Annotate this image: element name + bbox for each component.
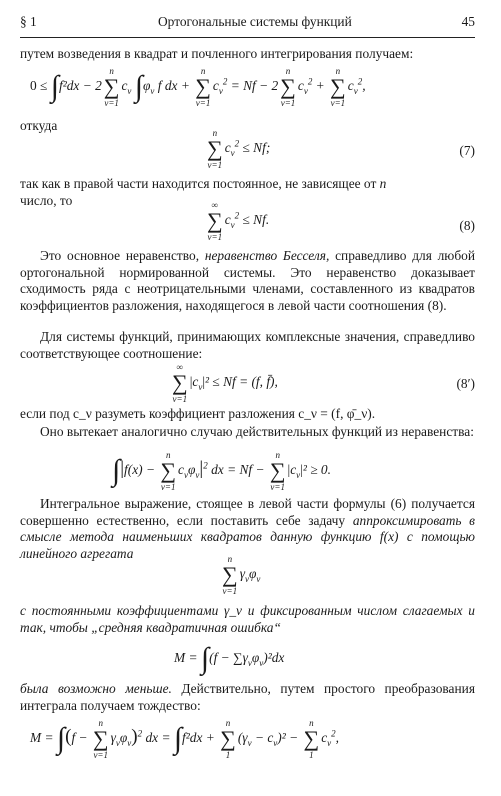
paragraph-5: если под c_ν разуметь коэффициент разложения c_ν = (f, φ̄_ν). — [20, 406, 376, 421]
page-header — [20, 14, 475, 36]
equation-7: n ∑ ν=1 $c_\nu^2 \le Nf$; — [207, 128, 271, 170]
equation-1: 0 ≤ ∫f²dx − 2 n ∑ ν=1 $c_\nu$ $\int\varphi_\nu$ f dx + n ∑ ν=1 $c_\nu^2 = Nf - 2$ n ∑ ν=1 $c_\nu^2$ + n ∑ ν=1 $c_\nu^2$, — [30, 66, 366, 108]
paragraph-9: была возможно меньше. Действительно, путем простого преобразования интеграла получаем тождество: — [20, 681, 475, 713]
equation-M: $M = \int(f - \sum\gamma_\nu\varphi_\nu)^2dx$ — [174, 642, 285, 675]
equation-8: ∞ ∑ ν=1 $c_\nu^2 \le Nf$. — [207, 200, 270, 242]
word-otkuda: откуда — [20, 118, 58, 133]
linear-aggregate: n ∑ ν=1 $\gamma_\nu\varphi_\nu$ — [222, 554, 261, 596]
paragraph-4: Для системы функций, принимающих комплексные значения, справедливо соответствующее соотношение: — [20, 329, 475, 361]
equation-7-number: (7) — [459, 143, 475, 158]
equation-identity: M = ∫(f − n ∑ ν=1 $\gamma_\nu\varphi_\nu)^2$ dx = ∫f²dx + n ∑ 1 $(\gamma_\nu - c_\nu)^2$ − n ∑ 1 $c_\nu^2$, — [30, 718, 339, 760]
paragraph-7: Интегральное выражение, стоящее в левой части формулы (6) получается совершенно естественно, если поставить себе задачу аппроксимировать в смысле метода наименьших квадратов данную функцию f(x) с помощью линейного агрегата — [20, 496, 475, 561]
equation-8-number: (8) — [459, 218, 475, 233]
paragraph-8: с постоянными коэффициентами γ_ν и фиксированным числом слагаемых и так, чтобы „средняя квадратичная ошибка“ — [20, 603, 475, 635]
paragraph-2: так как в правой части находится постоянное, не зависящее от n число, то — [20, 176, 387, 208]
equation-inequality: ∫|f(x) − n ∑ ν=1 $c_\nu\varphi_\nu|^2$ dx = Nf − n ∑ ν=1 $|c_\nu|^2 \ge 0$. — [112, 450, 331, 492]
header-rule — [20, 37, 475, 38]
equation-8-prime: ∞ ∑ ν=1 $|c_\nu|^2 \le Nf = (f$, f̄), — [172, 362, 278, 404]
paragraph-1: путем возведения в квадрат и почленного интегрирования получаем: — [20, 46, 414, 61]
equation-8-prime-number: (8′) — [456, 376, 475, 391]
paragraph-3: Это основное неравенство, неравенство Бесселя, справедливо для любой ортогональной нормированной системы. Это неравенство доказывает сходимость ряда с неотрицательными членами, составленного из квадратов коэффициентов разложения, находящегося в левой части соотношения (8). — [20, 248, 475, 313]
page-number: 45 — [461, 14, 475, 29]
section-number: § 1 — [20, 14, 37, 29]
running-title: Ортогональные системы функций — [158, 14, 352, 29]
paragraph-6: Оно вытекает аналогично случаю действительных функций из неравенства: — [40, 424, 474, 439]
